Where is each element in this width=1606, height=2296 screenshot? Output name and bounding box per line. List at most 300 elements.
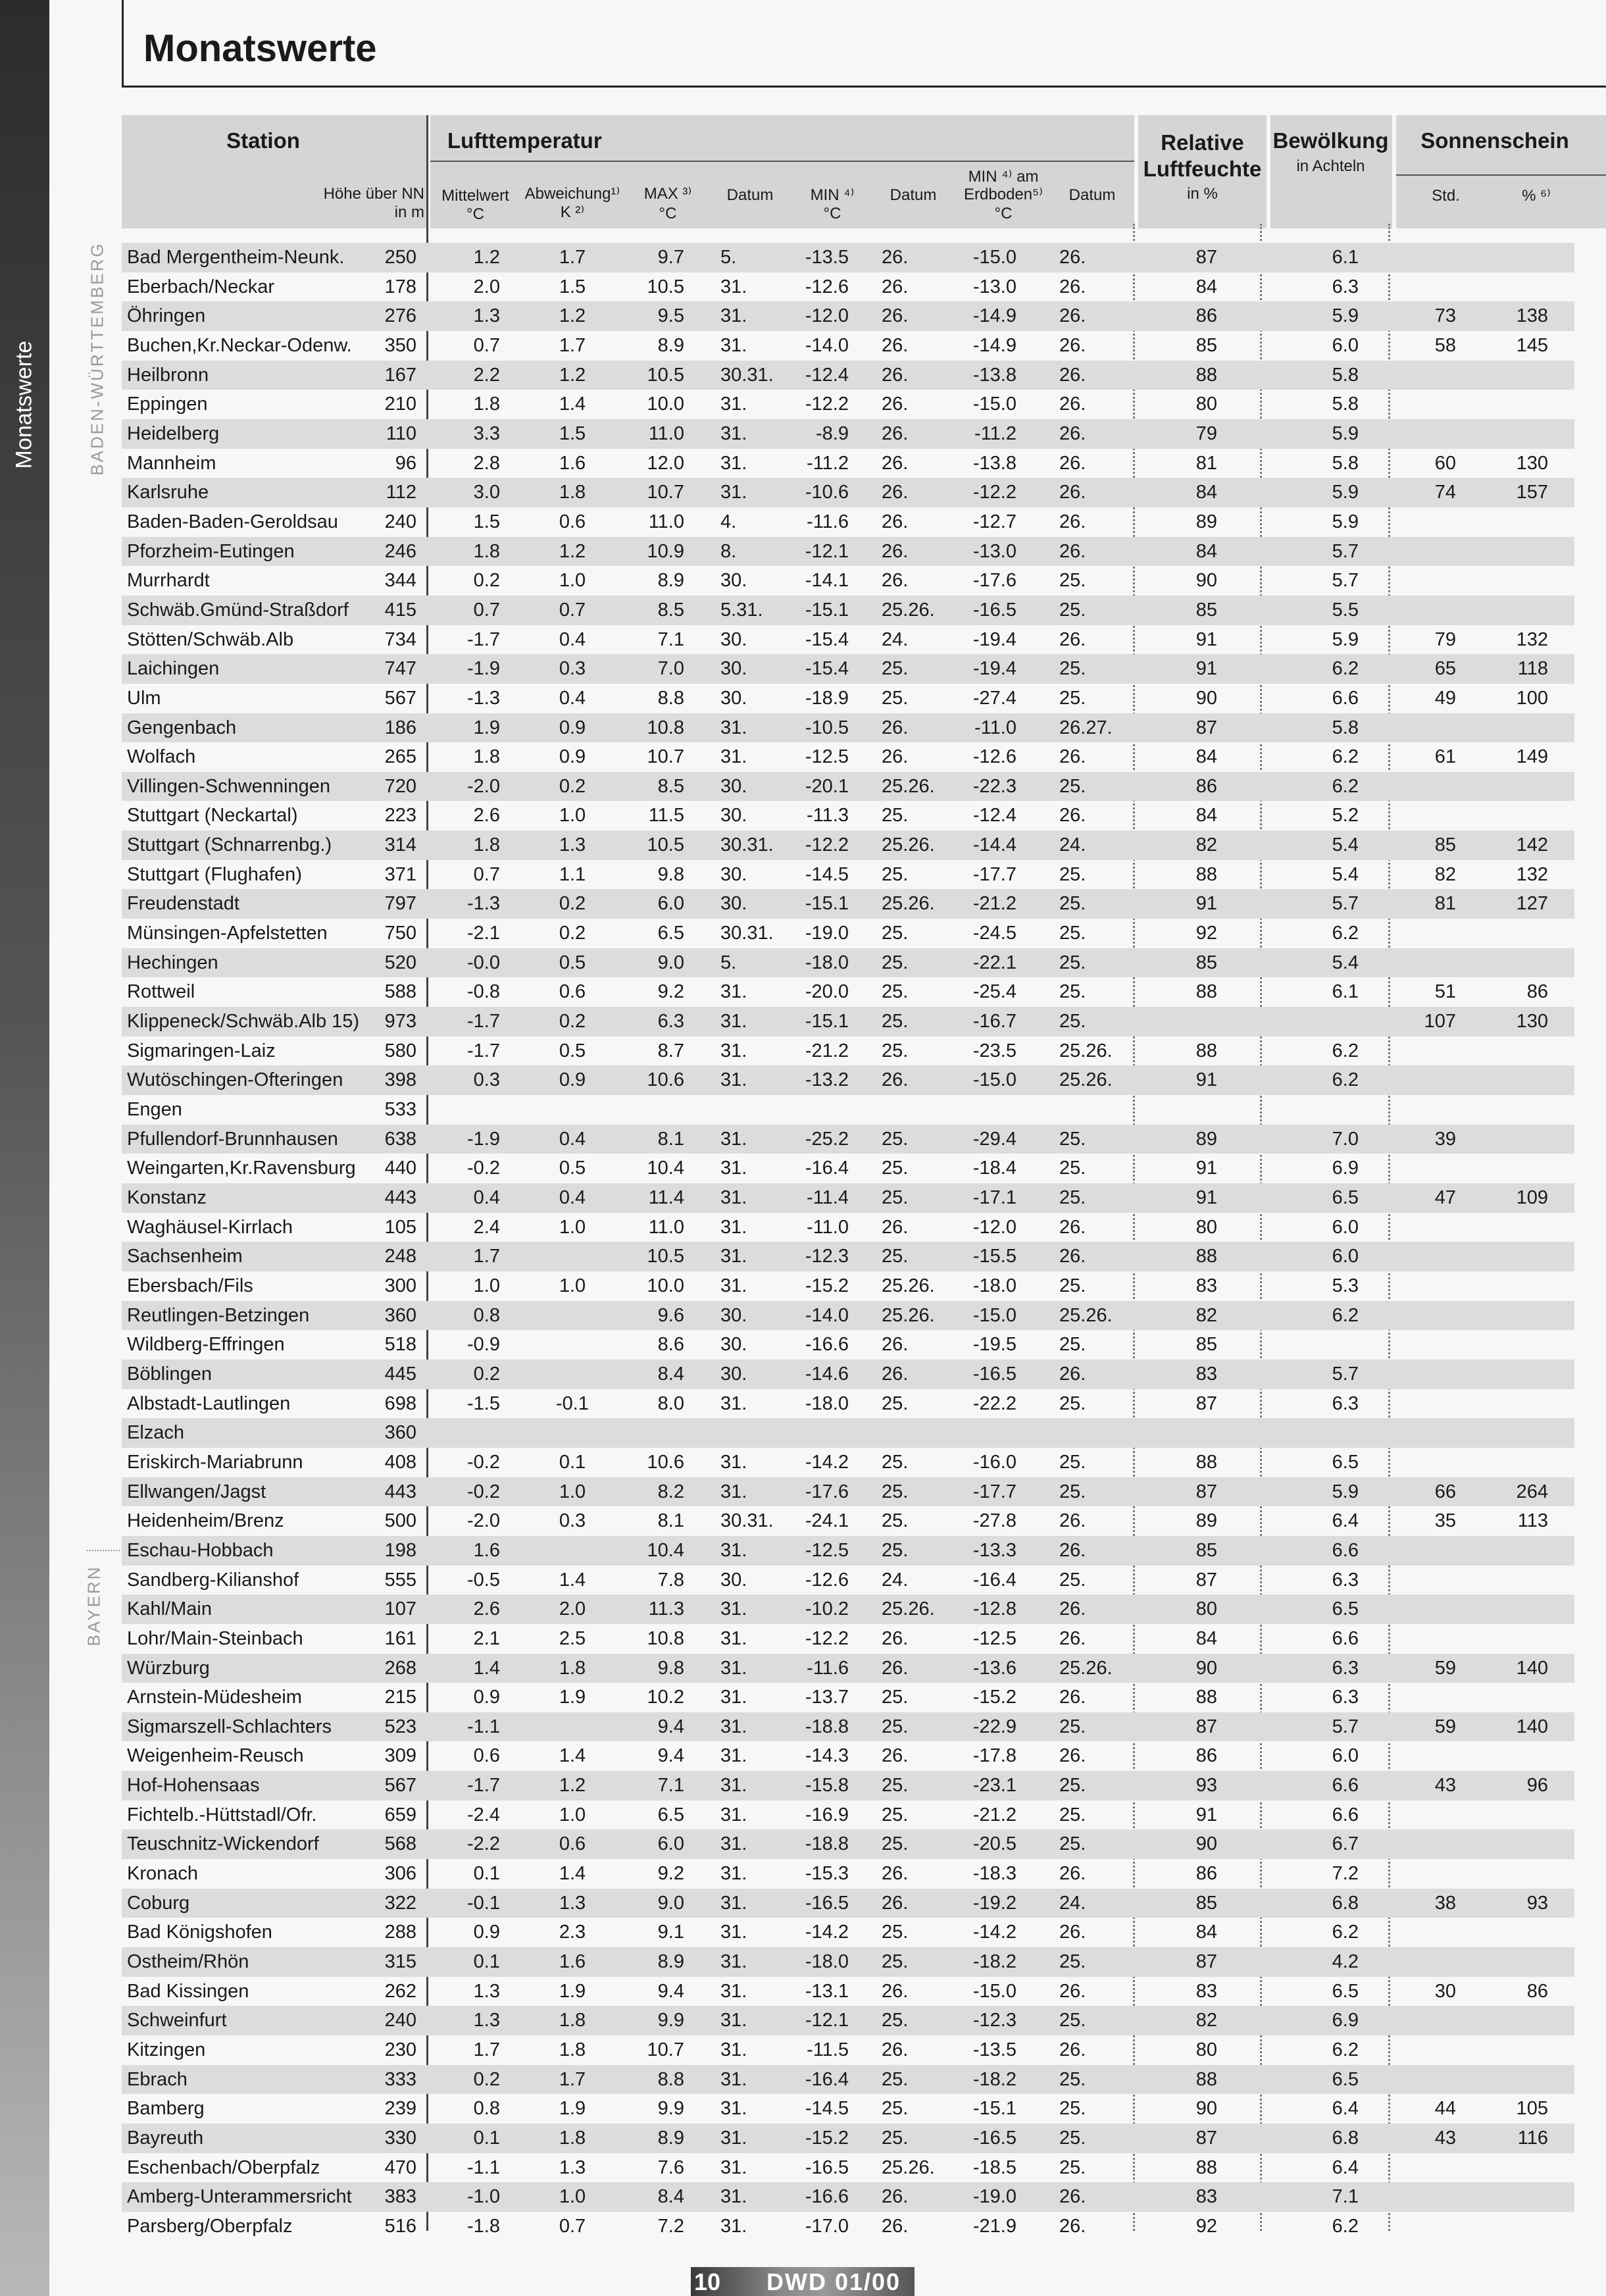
cell-pct: 93 (1526, 1892, 1548, 1914)
cell-max: 8.1 (657, 1510, 684, 1532)
region-label-by: BAYERN (84, 1565, 104, 1646)
cell-rel: 88 (1195, 1451, 1217, 1473)
cell-std (1395, 1683, 1456, 1712)
cell-std: 65 (1434, 658, 1456, 680)
cell-station: Ebrach (127, 2068, 188, 2090)
table-row (122, 1800, 1574, 1830)
cell-abw (523, 1301, 622, 1331)
cell-abw: 1.4 (559, 1569, 586, 1591)
cell-minerd (957, 1418, 1016, 1448)
cell-mittel: 0.4 (473, 1187, 500, 1208)
header-max-line1: MAX ³⁾ (643, 185, 692, 203)
cell-hoehe: 300 (384, 1275, 416, 1296)
cell-datum1: 31. (720, 1128, 747, 1150)
header-max-line2: °C (659, 205, 677, 222)
cell-minerd: -21.2 (972, 893, 1016, 915)
cell-mittel: -2.0 (467, 1510, 500, 1532)
cell-datum1: 31. (720, 746, 747, 768)
cell-rel: 90 (1195, 2098, 1217, 2120)
cell-datum3: 26. (1059, 540, 1086, 562)
cell-minerd: -14.2 (972, 1922, 1016, 1943)
cell-station: Stuttgart (Flughafen) (127, 863, 302, 885)
cell-min: -15.1 (805, 1011, 849, 1033)
cell-datum2: 26. (882, 452, 909, 474)
cell-datum2: 26. (882, 334, 909, 356)
cell-min: -20.1 (805, 775, 849, 797)
cell-abw (523, 1360, 622, 1389)
cell-minerd: -12.7 (972, 511, 1016, 532)
cell-hoehe: 240 (384, 511, 416, 532)
cell-max: 10.0 (647, 1275, 684, 1296)
cell-station: Rottweil (127, 981, 195, 1003)
cell-max: 9.4 (657, 1980, 684, 2002)
cell-station: Ostheim/Rhön (127, 1951, 249, 1973)
cell-max: 8.9 (657, 570, 684, 592)
cell-std: 51 (1434, 981, 1456, 1003)
header-relative-line3: in % (1187, 185, 1218, 203)
cell-pct (1470, 948, 1548, 978)
cell-datum3: 25. (1059, 1392, 1086, 1414)
cell-mittel: 1.5 (473, 511, 500, 532)
cell-mittel: -1.7 (467, 1040, 500, 1061)
cell-datum2: 25.26. (882, 834, 935, 856)
cell-hoehe: 440 (384, 1158, 416, 1179)
cell-abw: 0.6 (559, 511, 586, 532)
cell-datum3: 25. (1059, 1481, 1086, 1502)
cell-station: Wutöschingen-Ofteringen (127, 1069, 343, 1091)
cell-abw (523, 1418, 622, 1448)
cell-abw: 1.8 (559, 482, 586, 503)
cell-mittel: -2.2 (467, 1833, 500, 1855)
cell-datum3: 25. (1059, 2128, 1086, 2149)
table-row (122, 2065, 1574, 2095)
cell-pct (1470, 1918, 1548, 1947)
cell-abw: 1.0 (559, 1804, 586, 1825)
cell-hoehe: 371 (384, 863, 416, 885)
cell-max: 10.5 (647, 364, 684, 386)
cell-station: Schweinfurt (127, 2010, 227, 2031)
cell-mittel: 1.7 (473, 1246, 500, 1267)
cell-datum1: 31. (720, 1892, 747, 1914)
cell-bew: 6.9 (1332, 1158, 1359, 1179)
cell-rel: 88 (1195, 1687, 1217, 1708)
cell-datum1: 30.31. (720, 364, 774, 386)
cell-abw: 0.4 (559, 1128, 586, 1150)
cell-rel: 90 (1195, 1833, 1217, 1855)
table-row (122, 2094, 1574, 2124)
cell-station: Stuttgart (Schnarrenbg.) (127, 834, 332, 856)
cell-pct: 132 (1516, 628, 1548, 650)
table-row (122, 301, 1574, 331)
cell-datum1: 31. (720, 1451, 747, 1473)
cell-bew: 6.5 (1332, 1451, 1359, 1473)
cell-minerd: -14.4 (972, 834, 1016, 856)
cell-datum2: 26. (882, 2215, 909, 2237)
cell-datum3: 26. (1059, 1745, 1086, 1767)
table-row (122, 537, 1574, 567)
cell-pct (1470, 2212, 1548, 2241)
cell-hoehe: 360 (384, 1304, 416, 1326)
cell-hoehe: 240 (384, 2010, 416, 2031)
cell-rel: 87 (1195, 1716, 1217, 1737)
cell-std: 43 (1434, 2128, 1456, 2149)
cell-minerd: -13.8 (972, 452, 1016, 474)
cell-std (1395, 1624, 1456, 1654)
cell-minerd: -16.0 (972, 1451, 1016, 1473)
cell-datum1: 31. (720, 452, 747, 474)
cell-datum1: 30.31. (720, 923, 774, 944)
cell-min: -11.5 (807, 2039, 849, 2061)
cell-abw: 0.2 (559, 923, 586, 944)
table-row (122, 684, 1574, 713)
cell-max: 9.9 (657, 2098, 684, 2120)
cell-station: Gengenbach (127, 717, 237, 738)
cell-mittel: -2.0 (467, 775, 500, 797)
cell-rel: 84 (1195, 482, 1217, 503)
cell-mittel: -0.2 (467, 1451, 500, 1473)
cell-station: Heilbronn (127, 364, 209, 386)
cell-std (1395, 1918, 1456, 1947)
cell-datum3: 26. (1059, 805, 1086, 827)
table-row (122, 1506, 1574, 1536)
cell-datum3: 25. (1059, 1451, 1086, 1473)
cell-bew: 5.8 (1332, 394, 1359, 415)
cell-mittel: 0.9 (473, 1922, 500, 1943)
cell-abw: 1.0 (559, 2186, 586, 2208)
cell-rel: 85 (1195, 952, 1217, 973)
header-bewoelkung-line2: in Achteln (1296, 157, 1365, 175)
table-row (122, 1947, 1574, 1977)
cell-std (1395, 537, 1456, 567)
cell-rel: 86 (1195, 1863, 1217, 1885)
cell-datum2: 26. (882, 1069, 909, 1091)
cell-hoehe: 470 (384, 2156, 416, 2178)
cell-bew: 5.9 (1332, 482, 1359, 503)
cell-station: Laichingen (127, 658, 220, 680)
cell-datum3 (1059, 1095, 1132, 1125)
cell-mittel: 1.4 (473, 1657, 500, 1679)
cell-rel: 85 (1195, 1539, 1217, 1561)
cell-bew: 5.8 (1332, 364, 1359, 386)
cell-datum1: 31. (720, 1804, 747, 1825)
cell-datum1: 30. (720, 658, 747, 680)
cell-datum2: 25. (882, 1040, 909, 1061)
cell-rel: 79 (1195, 422, 1217, 444)
cell-bew (1267, 1330, 1359, 1360)
cell-station: Mannheim (127, 452, 216, 474)
cell-std (1395, 596, 1456, 625)
cell-std: 43 (1434, 1775, 1456, 1797)
cell-pct (1470, 566, 1548, 596)
cell-datum1: 31. (720, 482, 747, 503)
cell-mittel: -1.9 (467, 658, 500, 680)
cell-rel: 92 (1195, 2215, 1217, 2237)
cell-station: Lohr/Main-Steinbach (127, 1627, 303, 1649)
cell-datum3: 25. (1059, 2098, 1086, 2120)
cell-hoehe: 568 (384, 1833, 416, 1855)
cell-mittel: 1.8 (473, 746, 500, 768)
header-datum-minerd: Datum (1068, 186, 1116, 204)
cell-minerd: -19.4 (972, 628, 1016, 650)
cell-station: Waghäusel-Kirrlach (127, 1216, 293, 1238)
cell-pct: 138 (1516, 305, 1548, 327)
cell-rel: 91 (1195, 1158, 1217, 1179)
cell-minerd: -21.2 (972, 1804, 1016, 1825)
cell-max: 11.3 (648, 1598, 684, 1620)
cell-datum2: 25. (882, 1128, 909, 1150)
cell-std (1395, 1065, 1456, 1095)
cell-hoehe: 315 (384, 1951, 416, 1973)
cell-max: 10.6 (647, 1451, 684, 1473)
cell-hoehe: 580 (384, 1040, 416, 1061)
cell-datum1: 31. (720, 1069, 747, 1091)
cell-hoehe: 797 (384, 893, 416, 915)
cell-std (1395, 1242, 1456, 1271)
cell-pct (1470, 272, 1548, 302)
cell-abw: 1.0 (559, 1275, 586, 1296)
cell-std: 30 (1434, 1980, 1456, 2002)
cell-hoehe: 747 (384, 658, 416, 680)
cell-datum1: 31. (720, 2128, 747, 2149)
cell-pct (1470, 596, 1548, 625)
cell-min: -16.6 (805, 2186, 849, 2208)
cell-hoehe: 230 (384, 2039, 416, 2061)
cell-bew: 6.5 (1332, 1598, 1359, 1620)
cell-datum1: 8. (720, 540, 737, 562)
cell-std (1395, 919, 1456, 948)
cell-bew: 7.2 (1332, 1863, 1359, 1885)
cell-datum2: 25.26. (882, 599, 935, 621)
cell-mittel: 0.6 (473, 1745, 500, 1767)
cell-max: 7.2 (657, 2215, 684, 2237)
cell-pct (1470, 713, 1548, 743)
cell-min: -12.2 (805, 1627, 849, 1649)
table-row (122, 948, 1574, 978)
cell-hoehe: 588 (384, 981, 416, 1003)
cell-station: Heidenheim/Brenz (127, 1510, 284, 1532)
cell-station: Stötten/Schwäb.Alb (127, 628, 294, 650)
cell-bew: 5.5 (1332, 599, 1359, 621)
cell-rel: 86 (1195, 305, 1217, 327)
cell-minerd: -15.0 (972, 1069, 1016, 1091)
cell-rel: 89 (1195, 1510, 1217, 1532)
cell-max: 11.0 (648, 511, 684, 532)
cell-min: -11.0 (807, 1216, 849, 1238)
cell-min: -18.8 (805, 1833, 849, 1855)
cell-rel: 82 (1195, 1304, 1217, 1326)
cell-datum1: 31. (720, 1627, 747, 1649)
cell-hoehe: 314 (384, 834, 416, 856)
cell-minerd: -15.0 (972, 394, 1016, 415)
cell-rel: 90 (1195, 687, 1217, 709)
cell-mittel: 1.8 (473, 540, 500, 562)
cell-rel: 83 (1195, 1275, 1217, 1296)
cell-pct (1470, 1859, 1548, 1889)
cell-min: -15.2 (805, 2128, 849, 2149)
cell-datum1: 30. (720, 570, 747, 592)
table-row (122, 1183, 1574, 1213)
cell-hoehe: 350 (384, 334, 416, 356)
cell-bew: 5.4 (1332, 952, 1359, 973)
cell-min: -24.1 (805, 1510, 849, 1532)
cell-datum3: 25. (1059, 570, 1086, 592)
cell-minerd: -22.3 (972, 775, 1016, 797)
cell-min: -25.2 (805, 1128, 849, 1150)
cell-hoehe: 533 (384, 1099, 416, 1121)
cell-min: -18.0 (805, 1392, 849, 1414)
cell-station: Konstanz (127, 1187, 207, 1208)
cell-std: 61 (1434, 746, 1456, 768)
cell-pct (1470, 2182, 1548, 2212)
cell-minerd: -24.5 (972, 923, 1016, 944)
cell-pct (1470, 1095, 1548, 1125)
header-datum-min: Datum (890, 186, 937, 204)
cell-min: -12.4 (805, 364, 849, 386)
cell-mittel: 0.2 (473, 1363, 500, 1385)
cell-pct (1470, 1065, 1548, 1095)
cell-station: Wildberg-Effringen (127, 1334, 285, 1356)
cell-datum1 (720, 1095, 793, 1125)
cell-datum3: 26. (1059, 511, 1086, 532)
cell-pct: 130 (1516, 452, 1548, 474)
cell-rel (1138, 1418, 1217, 1448)
cell-minerd: -15.0 (972, 1980, 1016, 2002)
cell-hoehe: 734 (384, 628, 416, 650)
cell-minerd: -18.3 (972, 1863, 1016, 1885)
cell-std (1395, 1213, 1456, 1242)
table-row (122, 1007, 1574, 1036)
cell-abw (523, 1536, 622, 1566)
cell-mittel: 2.4 (473, 1216, 500, 1238)
cell-datum1: 31. (720, 1951, 747, 1973)
cell-datum1: 30. (720, 1363, 747, 1385)
cell-hoehe: 288 (384, 1922, 416, 1943)
cell-pct (1470, 1271, 1548, 1301)
cell-rel: 86 (1195, 775, 1217, 797)
table-row (122, 654, 1574, 684)
cell-hoehe: 408 (384, 1451, 416, 1473)
cell-std (1395, 1566, 1456, 1595)
cell-abw: 1.9 (559, 1687, 586, 1708)
cell-abw: 0.9 (559, 717, 586, 738)
cell-minerd: -19.0 (972, 2186, 1016, 2208)
cell-std: 58 (1434, 334, 1456, 356)
cell-std (1395, 507, 1456, 537)
cell-bew: 6.0 (1332, 1745, 1359, 1767)
cell-rel: 85 (1195, 1334, 1217, 1356)
cell-rel: 90 (1195, 1657, 1217, 1679)
cell-abw: 1.0 (559, 1481, 586, 1502)
cell-std (1395, 272, 1456, 302)
cell-mittel (309, 1418, 500, 1448)
cell-datum3: 26. (1059, 1510, 1086, 1532)
cell-rel: 83 (1195, 1363, 1217, 1385)
cell-std (1395, 390, 1456, 419)
cell-mittel: -1.7 (467, 628, 500, 650)
cell-min (786, 1095, 849, 1125)
cell-datum3: 25. (1059, 687, 1086, 709)
cell-datum1: 30. (720, 1569, 747, 1591)
table-row (122, 1683, 1574, 1712)
cell-minerd: -12.5 (972, 1627, 1016, 1649)
cell-abw: 2.0 (559, 1598, 586, 1620)
cell-std (1395, 1154, 1456, 1183)
cell-datum1: 31. (720, 1833, 747, 1855)
cell-datum1: 30.31. (720, 834, 774, 856)
cell-mittel: 0.7 (473, 863, 500, 885)
cell-datum3: 25. (1059, 1804, 1086, 1825)
table-row (122, 1741, 1574, 1771)
cell-std: 44 (1434, 2098, 1456, 2120)
cell-mittel: 1.0 (473, 1275, 500, 1296)
cell-pct (1470, 1036, 1548, 1066)
table-row (122, 830, 1574, 860)
cell-station: Weigenheim-Reusch (127, 1745, 304, 1767)
cell-mittel: -1.7 (467, 1775, 500, 1797)
cell-datum1: 31. (720, 1657, 747, 1679)
table-row (122, 2212, 1574, 2241)
cell-min: -10.6 (805, 482, 849, 503)
table-row (122, 1536, 1574, 1566)
cell-mittel: -0.1 (467, 1892, 500, 1914)
cell-datum3: 26. (1059, 1627, 1086, 1649)
cell-std (1395, 2035, 1456, 2065)
cell-station: Sachsenheim (127, 1246, 243, 1267)
cell-pct: 86 (1526, 1980, 1548, 2002)
table-row (122, 478, 1574, 507)
cell-datum2: 24. (882, 628, 909, 650)
cell-max: 9.1 (657, 1922, 684, 1943)
cell-datum1: 31. (720, 1158, 747, 1179)
cell-min: -14.6 (805, 1363, 849, 1385)
cell-hoehe: 638 (384, 1128, 416, 1150)
cell-abw: 0.7 (559, 599, 586, 621)
cell-datum3: 25. (1059, 775, 1086, 797)
page-number: 10 (694, 2268, 721, 2295)
sidebar-strip (0, 0, 49, 2296)
cell-datum2 (882, 1095, 954, 1125)
cell-datum1: 30. (720, 687, 747, 709)
cell-datum3: 25. (1059, 893, 1086, 915)
cell-datum3: 25. (1059, 1011, 1086, 1033)
cell-abw (523, 1712, 622, 1742)
issue-label: DWD 01/00 (766, 2268, 901, 2295)
cell-min: -14.5 (805, 2098, 849, 2120)
data-table (122, 243, 1574, 2241)
cell-rel: 91 (1195, 1804, 1217, 1825)
cell-station: Würzburg (127, 1657, 210, 1679)
cell-datum2: 26. (882, 1216, 909, 1238)
cell-mittel: 2.0 (473, 276, 500, 297)
table-row (122, 1624, 1574, 1654)
cell-rel: 87 (1195, 2128, 1217, 2149)
cell-mittel: 1.3 (473, 305, 500, 327)
cell-pct (1470, 1683, 1548, 1712)
cell-mittel: -1.8 (467, 2215, 500, 2237)
cell-datum3: 26. (1059, 305, 1086, 327)
cell-station: Karlsruhe (127, 482, 209, 503)
cell-pct (1470, 361, 1548, 390)
cell-max: 8.8 (657, 2068, 684, 2090)
cell-rel: 81 (1195, 452, 1217, 474)
cell-bew: 5.7 (1332, 570, 1359, 592)
cell-datum2: 25. (882, 2068, 909, 2090)
cell-minerd: -22.1 (972, 952, 1016, 973)
cell-datum1: 31. (720, 1980, 747, 2002)
cell-station: Coburg (127, 1892, 190, 1914)
cell-minerd: -11.0 (974, 717, 1016, 738)
cell-rel: 84 (1195, 540, 1217, 562)
